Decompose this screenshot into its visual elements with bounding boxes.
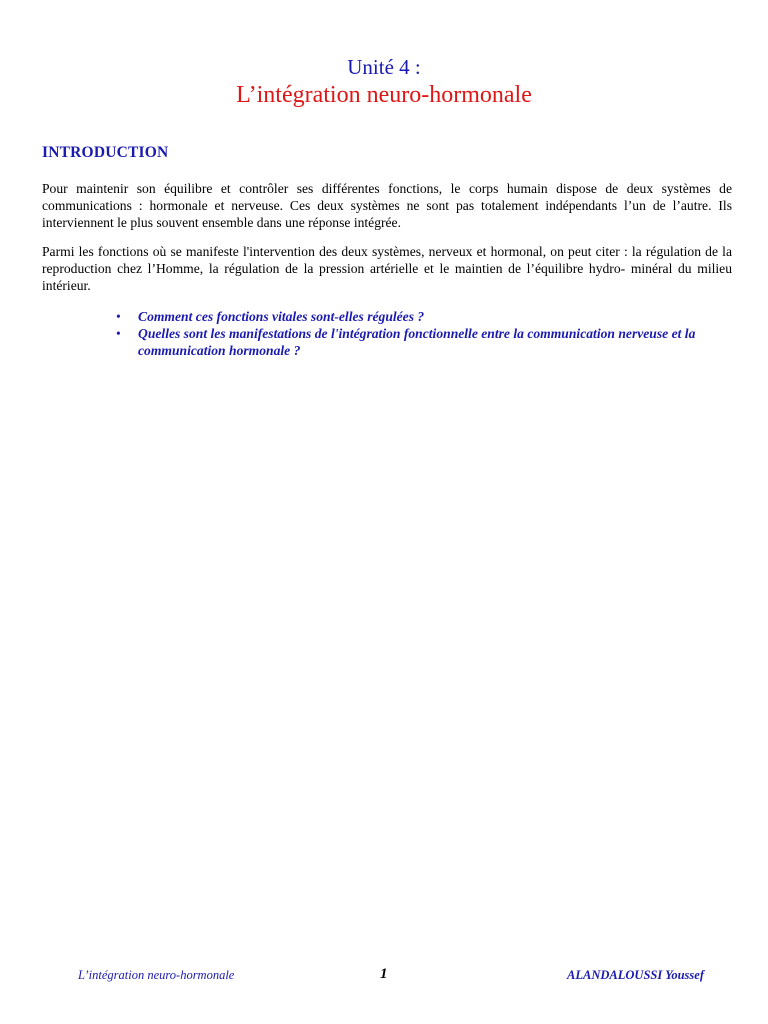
question-item (108, 325, 698, 359)
unit-title: L’intégration neuro-hormonale (236, 82, 532, 108)
question-item (108, 308, 698, 325)
footer-author: ALANDALOUSSI Youssef (567, 968, 704, 982)
intro-paragraph-2: Parmi les fonctions où se manifeste l'intervention des deux systèmes, nerveux et hormonal, on peut citer : la régulation de la reproduction chez l’Homme, la régulation de la pression artérielle et le maintien de l’équilibre hydro- minéral du milieu intérieur. (42, 244, 732, 293)
question-text: Quelles sont les manifestations de l'intégration fonctionnelle entre la communication nerveuse et la communication hormonale ? (138, 326, 696, 358)
bullet-icon: • (116, 326, 121, 341)
footer-document-title: L’intégration neuro-hormonale (78, 968, 235, 982)
bullet-icon: • (116, 309, 121, 324)
unit-label: Unité 4 : (347, 55, 421, 79)
page-footer (0, 966, 768, 988)
intro-paragraph-1: Pour maintenir son équilibre et contrôler ses différentes fonctions, le corps humain dispose de deux systèmes de communications : hormonale et nerveuse. Ces deux systèmes ne sont pas totalement indépendants l’un de l’autre. Ils interviennent le plus souvent ensemble dans une réponse intégrée. (42, 181, 732, 230)
footer-page-number: 1 (380, 966, 388, 982)
section-heading-introduction: INTRODUCTION (42, 144, 169, 161)
question-list (108, 308, 698, 359)
question-text: Comment ces fonctions vitales sont-elles régulées ? (138, 309, 425, 324)
